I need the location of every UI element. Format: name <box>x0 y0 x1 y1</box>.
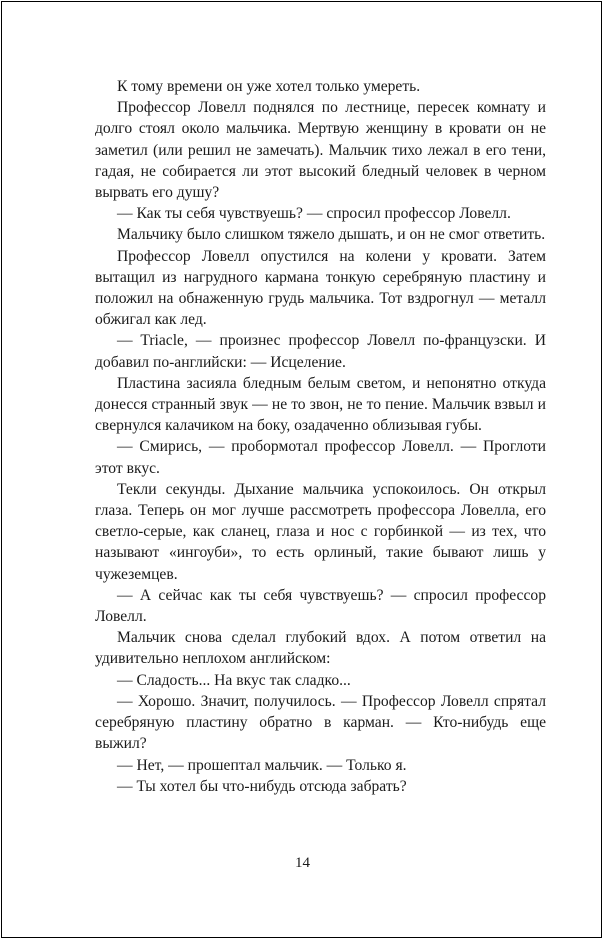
paragraph: — Ты хотел бы что-нибудь отсюда забрать? <box>117 777 407 795</box>
paragraph: — А сейчас как ты себя чувствуешь? — спросил профессор Ловелл. <box>95 586 546 626</box>
body-text <box>95 76 546 797</box>
paragraph: — Смирись, — пробормотал профессор Ловелл. — Проглоти этот вкус. <box>95 438 546 477</box>
paragraph: — Как ты себя чувствуешь? — спросил профессор Ловелл. <box>117 205 511 223</box>
paragraph: — Сладость... На вкус так сладко... <box>117 671 351 689</box>
paragraph: Профессор Ловелл опустился на колени у кровати. Затем вытащил из нагрудного кармана тонкую серебряную пластину и положил на обнаженную грудь мальчика. Тот вздрогнул — металл обжигал как лед. <box>95 247 546 329</box>
paragraph: — Triacle, — произнес профессор Ловелл по-французски. И добавил по-английски: — Исцеление. <box>95 332 546 371</box>
paragraph: Мальчик снова сделал глубокий вдох. А потом ответил на удивительно неплохом английском: <box>95 629 546 668</box>
paragraph: К тому времени он уже хотел только умереть. <box>117 78 421 95</box>
page-number: 14 <box>295 855 310 871</box>
paragraph: Профессор Ловелл поднялся по лестнице, пересек комнату и долго стоял около мальчика. Мертвую женщину в кровати он не заметил (или решил не замечать). Мальчик тихо лежал в его тени, гадая, не собирается ли этот высокий бледный человек в черном вырвать его душу? <box>95 99 546 202</box>
paragraph: Текли секунды. Дыхание мальчика успокоилось. Он открыл глаза. Теперь он мог лучше рассмотреть профессора Ловелла, его светло-серые, как сланец, глаза и нос с горбинкой — из тех, что называют «ингоуби», то есть орлиный, такие бывают лишь у чужеземцев. <box>95 480 546 583</box>
paragraph: — Хорошо. Значит, получилось. — Профессор Ловелл спрятал серебряную пластину обратно в карман. — Кто-нибудь еще выжил? <box>95 692 546 753</box>
paragraph: — Нет, — прошептал мальчик. — Только я. <box>117 756 407 774</box>
book-page <box>1 1 602 938</box>
paragraph: Мальчику было слишком тяжело дышать, и он не смог ответить. <box>117 226 546 244</box>
paragraph: Пластина засияла бледным белым светом, и непонятно откуда донесся странный звук — не то звон, не то пение. Мальчик взвыл и свернулся калачиком на боку, озадаченно облизывая губы. <box>95 374 546 435</box>
